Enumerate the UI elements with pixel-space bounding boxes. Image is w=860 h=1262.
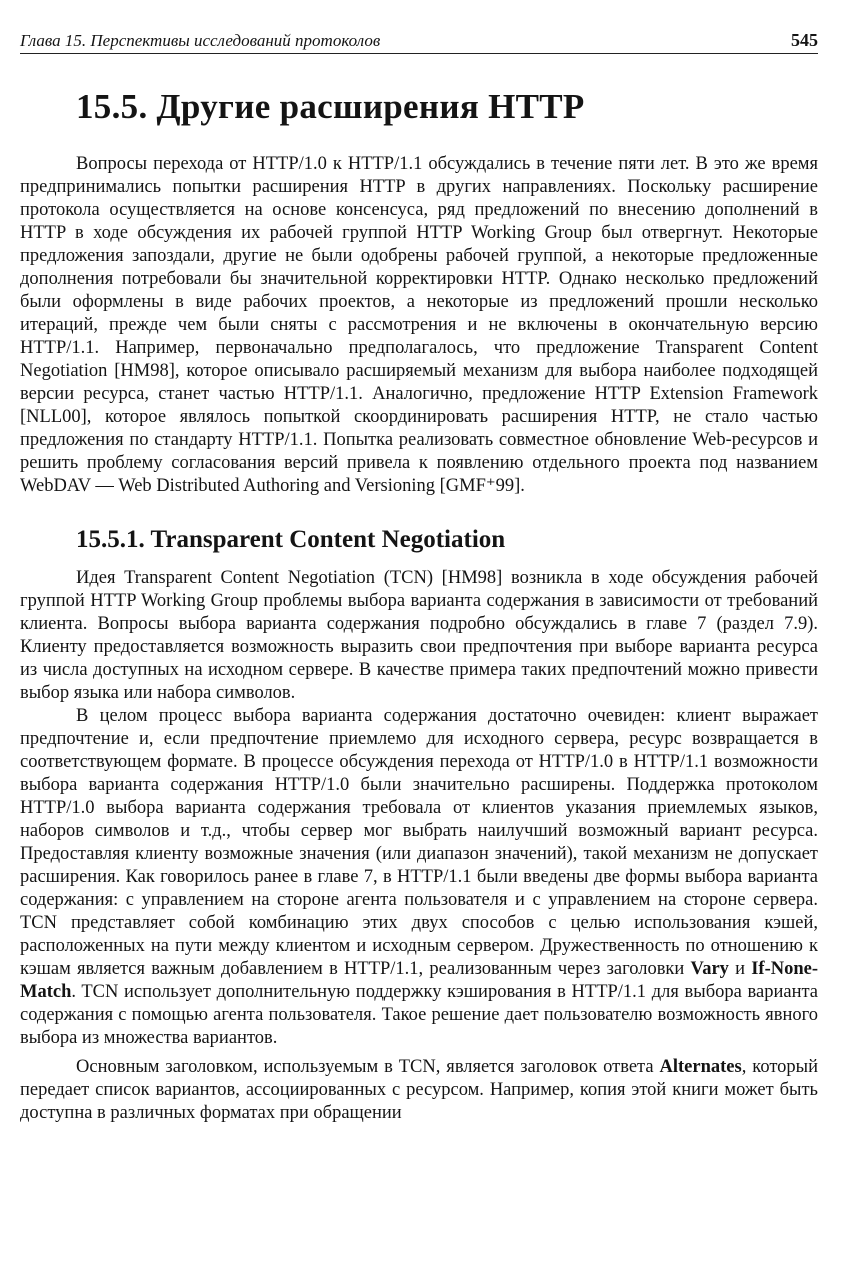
subsection-paragraph-2 [20, 705, 818, 1050]
header-name-vary: Vary [690, 959, 729, 979]
page-number: 545 [791, 30, 818, 50]
subsection-paragraph-3 [20, 1056, 818, 1125]
header-name-alternates: Alternates [659, 1057, 742, 1077]
section-title: 15.5. Другие расширения HTTP [76, 87, 585, 126]
paragraph-text: , который передает список вариантов, ассоциированных с ресурсом. Например, копия этой книги может быть доступна в различных форматах при обращении [20, 1057, 818, 1123]
paragraph-text: . TCN использует дополнительную поддержку кэширования в HTTP/1.1 для выбора варианта содержания с помощью агента пользователя. Такое решение дает пользователю возможность явного выбора из множества вариантов. [20, 982, 818, 1048]
book-page [20, 30, 818, 1125]
paragraph-text: Основным заголовком, используемым в TCN, является заголовок ответа [76, 1057, 654, 1077]
subsection-title: 15.5.1. Transparent Content Negotiation [76, 525, 506, 553]
paragraph-text: и [735, 959, 746, 979]
header-name-if-none-match: If-None-Match [20, 959, 819, 1002]
section-paragraph: Вопросы перехода от HTTP/1.0 к HTTP/1.1 обсуждались в течение пяти лет. В это же время предпринимались попытки расширения HTTP в других направлениях. Поскольку расширение протокола осуществляется на основе консенсуса, ряд предложений по внесению дополнений в HTTP в ходе обсуждения их рабочей группой HTTP Working Group был отвергнут. Некоторые предложения запоздали, другие не были одобрены рабочей группой, а некоторые предложенные дополнения потребовали бы значительной корректировки HTTP. Однако несколько предложений были оформлены в виде рабочих проектов, а некоторые из предложений прошли несколько итераций, прежде чем были сняты с рассмотрения и не включены в окончательную версию HTTP/1.1. Например, первоначально предполагалось, что предложение Transparent Content Negotiation [HM98], которое описывало расширяемый механизм для выбора наиболее подходящей версии ресурса, станет частью HTTP/1.1. Аналогично, предложение HTTP Extension Framework [NLL00], которое являлось попыткой скоординировать расширения HTTP, не стало частью предложения по стандарту HTTP/1.1. Попытка реализовать совместное обновление Web-ресурсов и решить проблему согласования версий привела к появлению отдельного проекта под названием WebDAV — Web Distributed Authoring and Versioning [GMF⁺99]. [20, 153, 818, 496]
chapter-title: Глава 15. Перспективы исследований протоколов [20, 31, 381, 50]
paragraph-text: В целом процесс выбора варианта содержания достаточно очевиден: клиент выражает предпочтение и, если предпочтение приемлемо для исходного сервера, ресурс возвращается в соответствующем формате. В процессе обсуждения перехода от HTTP/1.0 в HTTP/1.1 возможности выбора варианта содержания HTTP/1.0 были значительно расширены. Поддержка протоколом HTTP/1.0 выбора варианта содержания требовала от клиентов указания приемлемых языков, наборов символов и т.д., чтобы сервер мог выбрать наилучший возможный вариант ресурса. Предоставляя клиенту возможные значения (или диапазон значений), такой механизм не допускает расширения. Как говорилось ранее в главе 7, в HTTP/1.1 были введены две формы выбора варианта содержания: с управлением на стороне агента пользователя и с управлением на стороне сервера. TCN представляет собой комбинацию этих двух способов с целью использования кэшей, расположенных на пути между клиентом и исходным сервером. Дружественность по отношению к кэшам является важным добавлением в HTTP/1.1, реализованным через заголовки [20, 706, 818, 979]
running-header [20, 30, 818, 54]
subsection-paragraph-1: Идея Transparent Content Negotiation (TCN) [HM98] возникла в ходе обсуждения рабочей группой HTTP Working Group проблемы выбора варианта содержания в зависимости от требований клиента. Вопросы выбора варианта содержания подробно обсуждались в главе 7 (раздел 7.9). Клиенту предоставляется возможность выразить свои предпочтения при выборе варианта ресурса из числа доступных на исходном сервере. В качестве примера таких предпочтений можно привести выбор языка или набора символов. [20, 568, 818, 703]
